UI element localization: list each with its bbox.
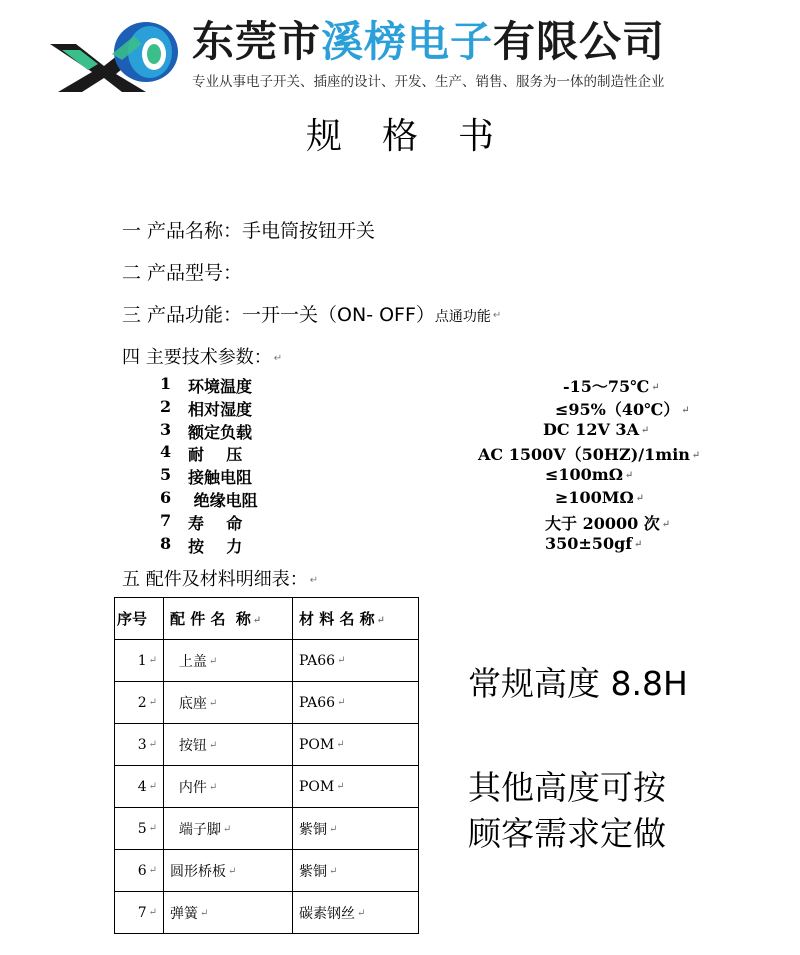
product-function-main: 三 产品功能：一开一关（ON- OFF） — [122, 304, 435, 326]
params-heading-text: 四 主要技术参数： — [122, 347, 272, 368]
title-char-2: 格 — [381, 116, 418, 157]
param-3-name: 额定负载 — [188, 423, 253, 442]
row-no: 6 ↵ — [115, 850, 164, 892]
company-name-part3: 有限公司 — [493, 17, 666, 66]
param-2-value: ≤95%（40℃） ↵ — [555, 400, 690, 419]
row-material: 紫铜 ↵ — [293, 808, 419, 850]
row-part: 按钮 ↵ — [164, 724, 293, 766]
row-part: 上盖 ↵ — [164, 640, 293, 682]
table-row — [115, 808, 419, 850]
param-6-name: 绝缘电阻 — [188, 491, 258, 510]
row-no: 4 ↵ — [115, 766, 164, 808]
product-function-note: 点通功能 — [434, 309, 491, 325]
row-part: 内件 ↵ — [164, 766, 293, 808]
table-row — [115, 766, 419, 808]
title-char-1: 规 — [305, 116, 342, 157]
param-8-no: 8 — [160, 534, 172, 553]
param-7-no: 7 — [160, 511, 172, 530]
param-8-value: 350±50gf ↵ — [545, 534, 643, 553]
row-material: POM ↵ — [293, 766, 419, 808]
param-6-value: ≥100MΩ ↵ — [555, 488, 645, 507]
param-4-name: 耐 压 — [188, 445, 243, 464]
param-3-no: 3 — [160, 420, 172, 439]
row-part: 端子脚 ↵ — [164, 808, 293, 850]
table-row — [115, 682, 419, 724]
table-row — [115, 724, 419, 766]
row-part: 底座 ↵ — [164, 682, 293, 724]
row-part: 弹簧 ↵ — [164, 892, 293, 934]
param-7-name: 寿 命 — [188, 514, 243, 533]
parts-heading: 五 配件及材料明细表： ↵ — [122, 569, 319, 590]
param-1-no: 1 — [160, 374, 172, 393]
col-header-material: 材 料 名 称 ↵ — [293, 598, 419, 640]
row-material: POM ↵ — [293, 724, 419, 766]
param-2-name: 相对湿度 — [188, 400, 253, 419]
parts-table-header — [115, 598, 419, 640]
param-3-value: DC 12V 3A ↵ — [543, 420, 650, 439]
company-name-part1: 东莞市 — [192, 17, 322, 66]
company-tagline: 专业从事电子开关、插座的设计、开发、生产、销售、服务为一体的制造性企业 — [192, 74, 665, 90]
title-char-3: 书 — [458, 116, 495, 157]
param-4-no: 4 — [160, 442, 172, 461]
col-header-no: 序号 — [115, 598, 164, 640]
row-material: 碳素钢丝 ↵ — [293, 892, 419, 934]
parts-table — [114, 597, 419, 934]
param-4-value: AC 1500V（50HZ)/1min ↵ — [478, 445, 701, 464]
company-logo — [42, 14, 182, 92]
custom-height-note-line2: 顾客需求定做 — [468, 814, 666, 853]
company-name — [192, 14, 665, 70]
row-no: 3 ↵ — [115, 724, 164, 766]
param-1-name: 环境温度 — [188, 377, 253, 396]
param-5-no: 5 — [160, 465, 172, 484]
row-no: 2 ↵ — [115, 682, 164, 724]
table-row — [115, 640, 419, 682]
company-name-part2: 溪榜电子 — [321, 17, 494, 66]
product-model-line: 二 产品型号： — [122, 262, 243, 284]
row-material: PA66 ↵ — [293, 682, 419, 724]
table-row — [115, 850, 419, 892]
param-2-no: 2 — [160, 397, 172, 416]
product-name-line: 一 产品名称：手电筒按钮开关 — [122, 220, 376, 242]
row-no: 7 ↵ — [115, 892, 164, 934]
row-no: 1 ↵ — [115, 640, 164, 682]
param-8-name: 按 力 — [188, 537, 243, 556]
table-row — [115, 892, 419, 934]
param-6-no: 6 — [160, 488, 172, 507]
product-function-line: 三 产品功能：一开一关（ON- OFF）点通功能 ↵ — [122, 304, 502, 326]
params-heading: 四 主要技术参数： ↵ — [122, 347, 283, 368]
document-title — [0, 108, 800, 159]
param-7-value: 大于 20000 次 ↵ — [545, 514, 671, 533]
row-material: PA66 ↵ — [293, 640, 419, 682]
param-5-value: ≤100mΩ ↵ — [545, 465, 634, 484]
standard-height-note: 常规高度 8.8H — [468, 664, 688, 703]
parts-heading-text: 五 配件及材料明细表： — [122, 569, 308, 590]
param-1-value: -15～75℃ ↵ — [563, 377, 660, 396]
row-part: 圆形桥板 ↵ — [164, 850, 293, 892]
param-5-name: 接触电阻 — [188, 468, 253, 487]
row-material: 紫铜 ↵ — [293, 850, 419, 892]
custom-height-note-line1: 其他高度可按 — [468, 768, 666, 807]
col-header-part: 配 件 名 称 ↵ — [164, 598, 293, 640]
row-no: 5 ↵ — [115, 808, 164, 850]
